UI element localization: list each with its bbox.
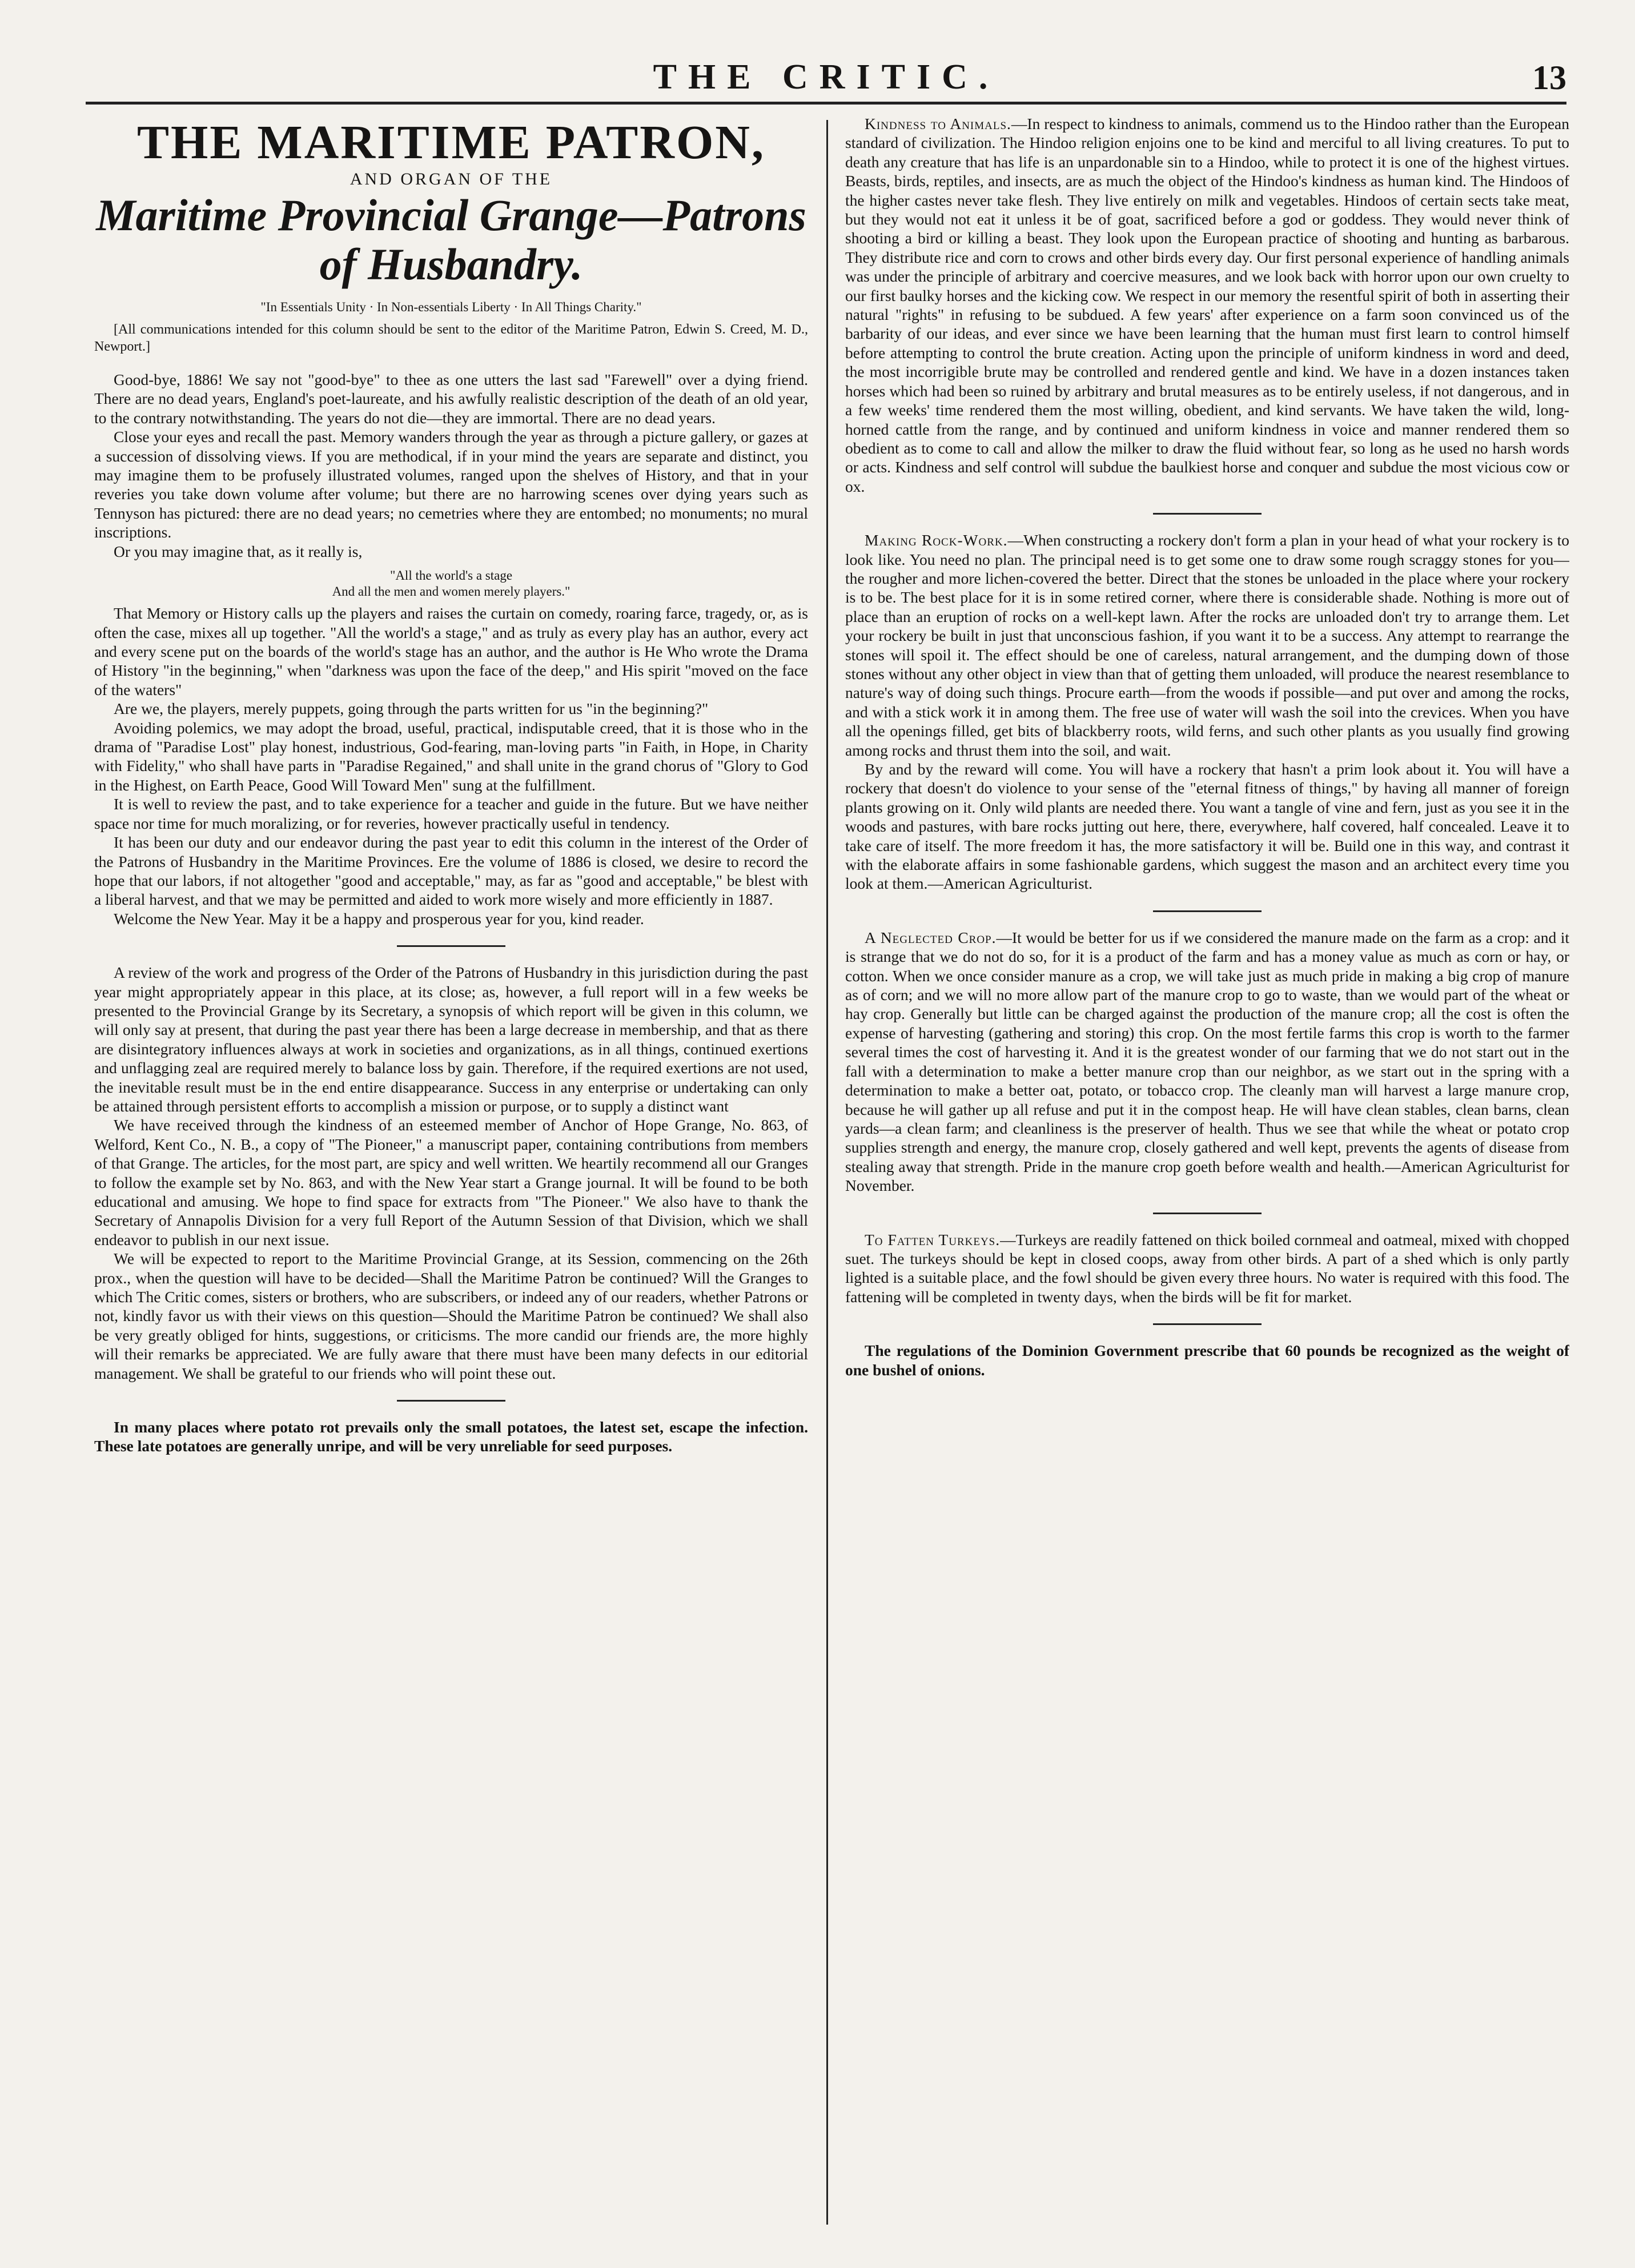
paragraph: The regulations of the Dominion Government prescribe that 60 pounds be recognized as the weight of one bushel of onions. bbox=[845, 1342, 1569, 1379]
article bbox=[845, 928, 1569, 1195]
paragraph: Welcome the New Year. May it be a happy and prosperous year for you, kind reader. bbox=[114, 909, 644, 928]
article-lead: To Fatten Turkeys. bbox=[865, 1230, 1001, 1249]
paragraph: In many places where potato rot prevails only the small potatoes, the latest set, escape the infection. These late potatoes are generally unripe, and will be very unreliable for seed purposes. bbox=[94, 1418, 808, 1455]
masthead bbox=[86, 57, 1566, 105]
paragraph: Are we, the players, merely puppets, going through the parts written for us "in the beginning?" bbox=[114, 700, 709, 718]
verse-quote bbox=[94, 568, 808, 599]
paragraph: That Memory or History calls up the players and raises the curtain on comedy, roaring farce, tragedy, or, as is often the case, mixes all up together. "All the world's a stage," and as truly as every play has an author, every act and every scene put on the boards of the world's stage has an author, and the author is He Who wrote the Drama of History "in the beginning," when "darkness was upon the face of the deep," and His spirit "moved on the face of the waters" bbox=[94, 604, 808, 699]
article-body: —In respect to kindness to animals, commend us to the Hindoo rather than the European standard of civilization. The Hindoo religion enjoins one to be kind and merciful to all living creatures. To put to death any creature that has life is an unpardonable sin to a Hindoo, while to protect it is one of the highest virtues. Beasts, birds, reptiles, and insects, are as much the object of the Hindoo's kindness as human kind. The Hindoos of the higher castes never take flesh. They live entirely on milk and vegetables. Hindoos of certain sects take meat, but they would not eat it unless it be of goat, sacrificed before a god or goddess. They would never think of shooting a bird or killing a beast. They look upon the European practice of shooting and hunting as barbarous. They distribute rice and corn to crows and other birds every day. Our first personal experience of handling animals was under the principle of arbitrary and coercive measures, and we look back with horror upon our own cruelty to our first baulky horses and the kicking cow. We respect in our memory the resentful spirit of both in asserting their natural "rights" in refusing to be subdued. A few years' after experience on a farm soon convinced us of the barbarity of our ideas, and ever since we have been learning that the human must first learn to control himself before attempting to control the brute creation. Acting upon the principle of uniform kindness in word and deed, the most incorrigible brute may be controlled and rendered gentle and kind. We have in a dozen instances taken horses which had been so ruined by arbitrary and brutal measures as to be entirely useless, if not dangerous, and in a few weeks' time rendered them the most willing, obedient, and kind servants. We have taken the wild, long-horned cattle from the range, and by continued and uniform kindness in voice and manner rendered them so obedient as to come to call and allow the milker to draw the fluid without fear, so long as he used no harsh words or acts. Kindness and self control will subdue the baulkiest horse and conquer and subdue the most vicious cow or ox. bbox=[845, 115, 1569, 495]
paragraph: Good-bye, 1886! We say not "good-bye" to thee as one utters the last sad "Farewell" over a dying friend. There are no dead years, England's poet-laureate, and his awfully realistic description of the death of an old year, to the contrary notwithstanding. The years do not die—they are immortal. There are no dead years. bbox=[94, 370, 808, 427]
section-heading: THE MARITIME PATRON, bbox=[137, 116, 765, 169]
paragraph: Or you may imagine that, as it really is, bbox=[114, 542, 363, 560]
right-column bbox=[845, 114, 1569, 2227]
left-column bbox=[94, 114, 808, 2227]
column-divider bbox=[826, 120, 828, 2225]
article bbox=[845, 1230, 1569, 1307]
section-rule bbox=[397, 945, 505, 947]
page-number: 13 bbox=[1532, 59, 1566, 97]
paragraph: We will be expected to report to the Maritime Provincial Grange, at its Session, commencing on the 26th prox., when the question will have to be decided—Shall the Maritime Patron be continued? Will the Granges to which The Critic comes, sisters or brothers, who are subscribers, or indeed any of our readers, whether Patrons or not, kindly favor us with their views on this question—Should the Maritime Patron be continued? We shall also be very greatly obliged for hints, suggestions, or criticisms. The more candid our friends are, the more highly will their remarks be appreciated. We are fully aware that there must have been many defects in our editorial management. We shall be grateful to our friends who will point these out. bbox=[94, 1250, 808, 1382]
motto: "In Essentials Unity · In Non-essentials Liberty · In All Things Charity." bbox=[260, 300, 642, 315]
section-subheading: AND ORGAN OF THE bbox=[350, 170, 553, 188]
newspaper-title: THE CRITIC. bbox=[653, 58, 999, 97]
article-body: —Turkeys are readily fattened on thick boiled cornmeal and oatmeal, mixed with chopped suet. The turkeys should be kept in closed coops, away from other birds. A part of a shed which is only partly lighted is a suitable place, and the fowl should be given every three hours. No water is required with this food. The fattening will be completed in twenty days, when the birds will be fit for market. bbox=[845, 1230, 1569, 1306]
paragraph: It has been our duty and our endeavor during the past year to edit this column in the interest of the Order of the Patrons of Husbandry in the Maritime Provinces. Ere the volume of 1886 is closed, we desire to record the hope that our labors, if not altogether "good and acceptable," may, as far as "good and acceptable," be blest with a liberal harvest, and that we may be permitted and aided to work more wisely and more efficiently in 1887. bbox=[94, 833, 808, 909]
article-lead: A Neglected Crop. bbox=[865, 928, 997, 946]
article-lead: Making Rock-Work. bbox=[865, 531, 1008, 549]
article-body: —When constructing a rockery don't form a plan in your head of what your rockery is to look like. You need no plan. The principal need is to get some one to draw some rough scraggy stones for you—the rougher and more lichen-covered the better. Direct that the stones be unloaded in the place where your rockery is to be. The best place for it is in some retired corner, where there is considerable shade. Nothing is more out of place than an eruption of rocks on a well-kept lawn. After the rocks are unloaded don't try to arrange them. Let your rockery be built in just that unconscious fashion, if you want it to be a success. Any attempt to rearrange the stones will spoil it. The effect should be one of careless, natural arrangement, and the dumping down of those stones without any other object in view than that of getting them unloaded, will produce the nearest resemblance to nature's way of doing such things. Procure earth—from the woods if possible—and put over and among the rocks, and with a stick work it in among them. The free use of water will wash the soil into the crevices. When you have all the openings filled, get bits of blackberry roots, wild ferns, and such other plants as you usually find growing among rocks and thrust them into the soil, and wait. bbox=[845, 531, 1569, 759]
paragraph: We have received through the kindness of an esteemed member of Anchor of Hope Grange, No. 863, of Welford, Kent Co., N. B., a copy of "The Pioneer," a manuscript paper, containing contributions from members of that Grange. The articles, for the most part, are spicy and well written. We heartily recommend all our Granges to follow the example set by No. 863, and with the New Year start a Grange journal. It will be found to be both educational and amusing. We hope to find space for extracts from "The Pioneer." We also have to thank the Secretary of Annapolis Division for a very full Report of the Autumn Session of that Division, which we shall endeavor to publish in our next issue. bbox=[94, 1116, 808, 1249]
article-lead: Kindness to Animals. bbox=[865, 115, 1011, 133]
paragraph: Avoiding polemics, we may adopt the broad, useful, practical, indisputable creed, that it is those who in the drama of "Paradise Lost" play honest, industrious, God-fearing, man-loving parts "in Faith, in Hope, in Charity with Fidelity," who shall have parts in "Paradise Regained," and shall unite in the grand chorus of "Glory to God in the Highest, on Earth Peace, Good Will Toward Men" sung at the fulfillment. bbox=[94, 718, 808, 794]
article-body: —It would be better for us if we considered the manure made on the farm as a crop: and it is strange that we do not do so, for it is a product of the farm and has a money value as much as corn or hay, or cotton. When we once consider manure as a crop, we will take just as much pride in making a big crop of manure as of corn; and we will no more allow part of the manure crop to go to waste, than we would part of the wheat or hay crop. Generally but little can be charged against the production of the manure crop; all the cost is often the expense of harvesting (gathering and storing) this crop. On the most fertile farms this crop is worth to the farmer several times the cost of harvesting it. And it is the greatest wonder of our farming that we do not start out in the fall with a determination to make a better manure crop than our neighbor, as we start out in the spring with a determination to make a better oat, potato, or tobacco crop. The cleanly man will harvest a large manure crop, because he will gather up all refuse and put it in the compost heap. He will have clean stables, clean barns, clean yards—a clean farm; and cleanliness is the preserver of health. Thus we see that while the wheat or potato crop supplies strength and energy, the manure crop, closely gathered and well kept, prevents the agents of disease from stealing away that strength. Pride in the manure crop goeth before wealth and health.—American Agriculturist for November. bbox=[845, 928, 1569, 1195]
paragraph: It is well to review the past, and to take experience for a teacher and guide in the future. But we have neither space nor time for much moralizing, or for reveries, however practically useful in tendency. bbox=[94, 795, 808, 832]
paragraph: A review of the work and progress of the Order of the Patrons of Husbandry in this jurisdiction during the past year might appropriately appear in this place, at its close; as, however, a full report will in a few weeks be presented to the Provincial Grange by its Secretary, a synopsis of which report will be given in this column, we will only say at present, that during the past year there has been a large decrease in membership, and that as there are disintegratory influences always at work in societies and organizations, as in all things, continued exertions and unflagging zeal are required merely to balance loss by gain. Therefore, if the required exertions are not used, the inevitable result must be in the end entire disappearance. Success in any enterprise or undertaking can only be attained through persistent efforts to accomplish a mission or purpose, or to supply a distinct want bbox=[94, 964, 808, 1115]
section-heading-blackletter: Maritime Provincial Grange—Patrons of Husbandry. bbox=[96, 190, 806, 290]
paragraph: By and by the reward will come. You will have a rockery that hasn't a prim look about it. You will have a rockery that doesn't do violence to your sense of the "eternal fitness of things," by having all manner of foreign plants growing on it. Only wild plants are needed there. You want a tangle of vine and fern, just as you see it in the woods and pastures, with bare rocks jutting out here, there, everywhere, half covered, half concealed. Leave it to take care of itself. The more freedom it has, the more satisfactory it will be. Build one in this way, and contrast it with the elaborate affairs in some fashionable gardens, which suggest the mason and an architect every time you look at them.—American Agriculturist. bbox=[845, 760, 1569, 893]
editor-note: [All communications intended for this column should be sent to the editor of the Maritime Patron, Edwin S. Creed, M. D., Newport.] bbox=[94, 322, 808, 354]
paragraph: Close your eyes and recall the past. Memory wanders through the year as through a picture gallery, or gazes at a succession of dissolving views. If you are methodical, if in your mind the years are separate and distinct, you may imagine them to be profusely illustrated volumes, ranged upon the shelves of History, and that in your reveries you take down volume after volume; but there are no harrowing scenes over dying years such as Tennyson has pictured: there are no dead years; no cemetries where they are entombed; no monuments; no mural inscriptions. bbox=[94, 428, 808, 541]
section-rule bbox=[1153, 910, 1262, 912]
section-rule bbox=[397, 1400, 505, 1402]
article bbox=[845, 531, 1569, 760]
verse-line: "All the world's a stage bbox=[389, 568, 513, 583]
section-rule bbox=[1153, 1323, 1262, 1325]
section-rule bbox=[1153, 513, 1262, 515]
article bbox=[845, 114, 1569, 496]
verse-line: And all the men and women merely players." bbox=[332, 584, 571, 599]
section-rule bbox=[1153, 1213, 1262, 1214]
